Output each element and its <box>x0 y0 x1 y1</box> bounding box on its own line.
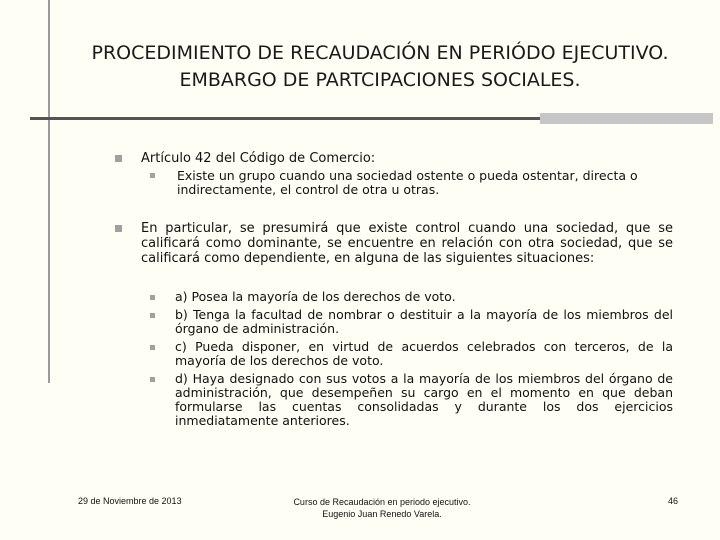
bullet-1-text: Artículo 42 del Código de Comercio: <box>141 151 376 166</box>
title-line-2: EMBARGO DE PARTCIPACIONES SOCIALES. <box>179 69 581 91</box>
footer-page-number: 46 <box>667 496 678 506</box>
bullet-2-sub-2: b) Tenga la facultad de nombrar o destituir a la mayoría de los miembros del órgano de administración. <box>175 307 673 336</box>
bullet-marker-1 <box>115 155 122 162</box>
sub-bullet-marker-2-3 <box>150 345 155 350</box>
sub-bullet-marker-2-2 <box>150 313 155 318</box>
bullet-2-sub-4: d) Haya designado con sus votos a la mayoría de los miembros del órgano de administración, que desempeñen su cargo en el momento en que deban formularse las cuentas consolidadas y durante los dos ejercicios inmediatamente anteriores. <box>175 371 673 428</box>
bullet-1-sub-1: Existe un grupo cuando una sociedad ostente o pueda ostentar, directa o indirectamente, el control de otra u otras. <box>177 168 638 197</box>
sub-bullet-marker-2-1 <box>150 295 155 300</box>
bullet-2-text: En particular, se presumirá que existe control cuando una sociedad, que se calificará como dominante, se encuentre en relación con otra sociedad, que se calificará como dependiente, en alguna de las siguientes situaciones: <box>141 221 673 266</box>
bullet-2-sub-1: a) Posea la mayoría de los derechos de voto. <box>175 289 456 304</box>
bullet-2-sub-3: c) Pueda disponer, en virtud de acuerdos celebrados con terceros, de la mayoría de los derechos de voto. <box>175 339 673 368</box>
title-underline-light <box>540 113 713 124</box>
footer-course-line-1: Curso de Recaudación en periodo ejecutivo. <box>293 497 471 507</box>
title-underline-dark <box>30 117 540 120</box>
slide-title <box>60 40 700 94</box>
left-vertical-rule <box>0 0 50 383</box>
sub-bullet-marker-1-1 <box>150 173 155 178</box>
sub-bullet-marker-2-4 <box>150 377 155 382</box>
title-line-1: PROCEDIMIENTO DE RECAUDACIÓN EN PERIÓDO EJECUTIVO. <box>91 42 669 64</box>
footer-course <box>262 496 502 520</box>
footer-date: 29 de Noviembre de 2013 <box>78 496 182 506</box>
footer-course-line-2: Eugenio Juan Renedo Varela. <box>322 509 442 519</box>
bullet-marker-2 <box>115 225 122 232</box>
